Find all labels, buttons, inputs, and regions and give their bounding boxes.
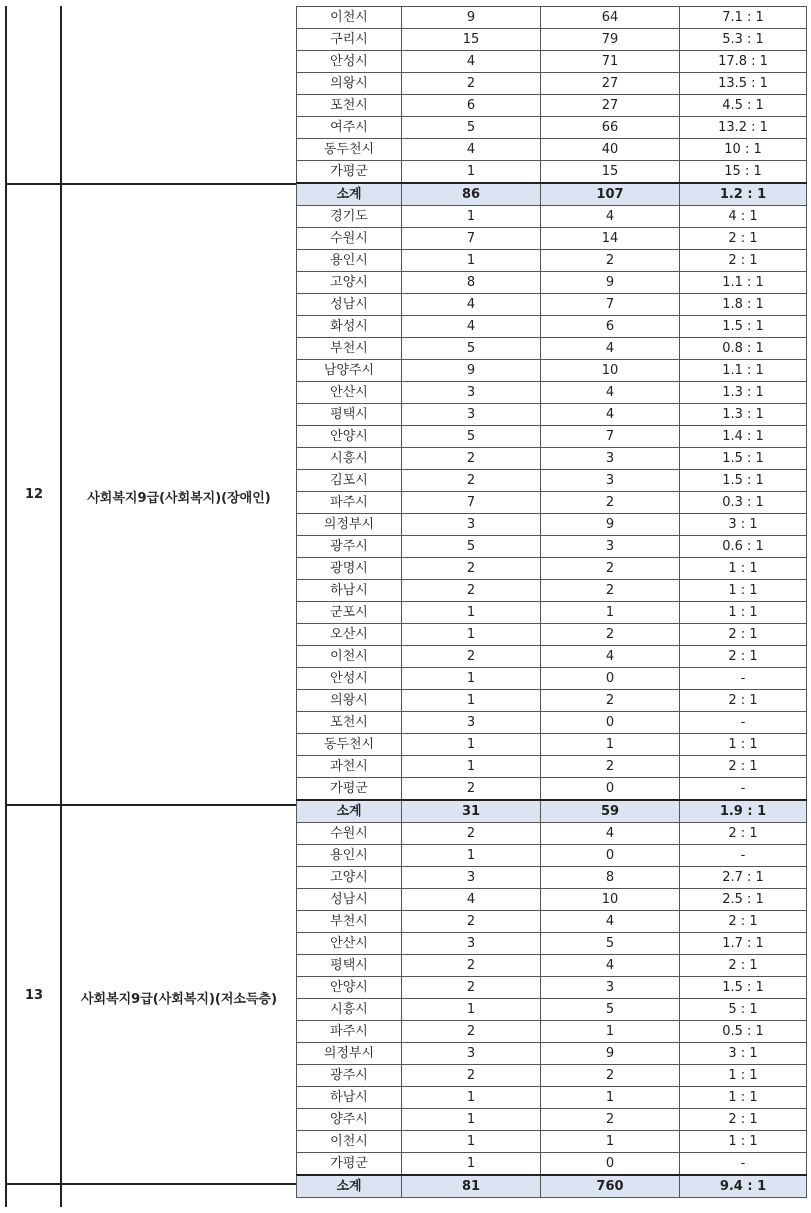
ratio-cell: 1.8 : 1 <box>680 294 807 316</box>
applicants-cell: 15 <box>541 161 680 184</box>
applicants-cell: 2 <box>541 250 680 272</box>
region-cell: 용인시 <box>297 250 402 272</box>
ratio-cell: 2 : 1 <box>680 1109 807 1131</box>
ratio-cell: 2 : 1 <box>680 955 807 977</box>
table-row <box>297 316 807 338</box>
table-row <box>297 1175 807 1198</box>
positions-cell: 5 <box>402 536 541 558</box>
table-row <box>297 602 807 624</box>
ratio-cell: - <box>680 712 807 734</box>
table-row <box>297 845 807 867</box>
table-row <box>297 448 807 470</box>
region-cell: 안양시 <box>297 977 402 999</box>
positions-cell: 15 <box>402 29 541 51</box>
applicants-cell: 5 <box>541 933 680 955</box>
region-cell: 파주시 <box>297 1021 402 1043</box>
region-cell: 하남시 <box>297 1087 402 1109</box>
table-row <box>297 800 807 823</box>
region-cell: 가평군 <box>297 1153 402 1176</box>
table-row <box>297 734 807 756</box>
ratio-cell: 0.8 : 1 <box>680 338 807 360</box>
applicants-cell: 107 <box>541 183 680 206</box>
region-cell: 성남시 <box>297 889 402 911</box>
table-row <box>297 51 807 73</box>
applicants-cell: 59 <box>541 800 680 823</box>
region-cell: 안산시 <box>297 382 402 404</box>
applicants-cell: 9 <box>541 272 680 294</box>
ratio-cell: 0.5 : 1 <box>680 1021 807 1043</box>
ratio-cell: 1.5 : 1 <box>680 316 807 338</box>
ratio-cell: 4.5 : 1 <box>680 95 807 117</box>
table-row <box>297 1065 807 1087</box>
table-row <box>297 977 807 999</box>
table-row <box>297 867 807 889</box>
applicants-cell: 71 <box>541 51 680 73</box>
region-cell: 남양주시 <box>297 360 402 382</box>
applicants-cell: 0 <box>541 778 680 801</box>
applicants-cell: 2 <box>541 624 680 646</box>
region-cell: 안성시 <box>297 51 402 73</box>
table-row <box>297 1087 807 1109</box>
ratio-cell: 1 : 1 <box>680 602 807 624</box>
region-cell: 광주시 <box>297 1065 402 1087</box>
ratio-cell: 2.5 : 1 <box>680 889 807 911</box>
ratio-cell: 2 : 1 <box>680 911 807 933</box>
group-separator <box>5 804 297 806</box>
applicants-cell: 10 <box>541 889 680 911</box>
region-cell: 광주시 <box>297 536 402 558</box>
region-cell: 소계 <box>297 800 402 823</box>
positions-cell: 5 <box>402 338 541 360</box>
applicants-cell: 1 <box>541 734 680 756</box>
applicants-cell: 2 <box>541 1109 680 1131</box>
positions-cell: 3 <box>402 867 541 889</box>
positions-cell: 2 <box>402 580 541 602</box>
ratio-cell: 9.4 : 1 <box>680 1175 807 1198</box>
region-cell: 소계 <box>297 1175 402 1198</box>
region-cell: 안산시 <box>297 933 402 955</box>
table-row <box>297 228 807 250</box>
table-row <box>297 7 807 29</box>
table-row <box>297 823 807 845</box>
positions-cell: 1 <box>402 690 541 712</box>
applicants-cell: 4 <box>541 382 680 404</box>
positions-cell: 4 <box>402 316 541 338</box>
table-row <box>297 1021 807 1043</box>
positions-cell: 2 <box>402 470 541 492</box>
positions-cell: 5 <box>402 426 541 448</box>
ratio-cell: 1.4 : 1 <box>680 426 807 448</box>
group-title: 사회복지9급(사회복지)(장애인) <box>87 491 271 506</box>
ratio-cell: 1.5 : 1 <box>680 977 807 999</box>
table-row <box>297 668 807 690</box>
ratio-cell: 13.5 : 1 <box>680 73 807 95</box>
applicants-cell: 4 <box>541 646 680 668</box>
applicants-cell: 0 <box>541 1153 680 1176</box>
region-cell: 파주시 <box>297 492 402 514</box>
ratio-cell: 1.5 : 1 <box>680 470 807 492</box>
ratio-cell: 1 : 1 <box>680 558 807 580</box>
region-cell: 가평군 <box>297 161 402 184</box>
positions-cell: 3 <box>402 933 541 955</box>
region-cell: 시흥시 <box>297 999 402 1021</box>
region-cell: 수원시 <box>297 823 402 845</box>
table-row <box>297 73 807 95</box>
region-cell: 경기도 <box>297 206 402 228</box>
positions-cell: 1 <box>402 1153 541 1176</box>
table-row <box>297 338 807 360</box>
positions-cell: 8 <box>402 272 541 294</box>
positions-cell: 9 <box>402 7 541 29</box>
ratio-cell: 1.1 : 1 <box>680 360 807 382</box>
positions-cell: 2 <box>402 448 541 470</box>
positions-cell: 4 <box>402 51 541 73</box>
table-row <box>297 756 807 778</box>
positions-cell: 1 <box>402 845 541 867</box>
ratio-cell: 1.5 : 1 <box>680 448 807 470</box>
region-cell: 포천시 <box>297 712 402 734</box>
region-cell: 동두천시 <box>297 734 402 756</box>
applicants-cell: 4 <box>541 404 680 426</box>
region-cell: 구리시 <box>297 29 402 51</box>
group-number: 12 <box>24 487 44 502</box>
region-cell: 용인시 <box>297 845 402 867</box>
positions-cell: 1 <box>402 734 541 756</box>
region-cell: 이천시 <box>297 7 402 29</box>
ratio-cell: 7.1 : 1 <box>680 7 807 29</box>
ratio-cell: 1 : 1 <box>680 580 807 602</box>
region-cell: 이천시 <box>297 1131 402 1153</box>
ratio-cell: 2 : 1 <box>680 624 807 646</box>
positions-cell: 2 <box>402 1021 541 1043</box>
positions-cell: 6 <box>402 95 541 117</box>
table-row <box>297 624 807 646</box>
region-cell: 고양시 <box>297 867 402 889</box>
applicants-cell: 1 <box>541 602 680 624</box>
applicants-cell: 2 <box>541 492 680 514</box>
region-cell: 동두천시 <box>297 139 402 161</box>
ratio-cell: 2 : 1 <box>680 250 807 272</box>
ratio-cell: 2 : 1 <box>680 756 807 778</box>
group-separator <box>5 183 297 185</box>
applicants-cell: 0 <box>541 668 680 690</box>
positions-cell: 9 <box>402 360 541 382</box>
ratio-cell: 1.2 : 1 <box>680 183 807 206</box>
applicants-cell: 64 <box>541 7 680 29</box>
table-row <box>297 1131 807 1153</box>
applicants-cell: 0 <box>541 712 680 734</box>
table-row <box>297 183 807 206</box>
ratio-cell: - <box>680 778 807 801</box>
table-row <box>297 404 807 426</box>
table-row <box>297 470 807 492</box>
table-row <box>297 778 807 801</box>
competition-table <box>296 6 807 1198</box>
region-cell: 김포시 <box>297 470 402 492</box>
positions-cell: 3 <box>402 382 541 404</box>
applicants-cell: 8 <box>541 867 680 889</box>
applicants-cell: 79 <box>541 29 680 51</box>
region-cell: 화성시 <box>297 316 402 338</box>
ratio-cell: 1.7 : 1 <box>680 933 807 955</box>
positions-cell: 1 <box>402 1109 541 1131</box>
ratio-cell: 1 : 1 <box>680 1131 807 1153</box>
ratio-cell: 0.3 : 1 <box>680 492 807 514</box>
table-row <box>297 161 807 184</box>
ratio-cell: 1 : 1 <box>680 1065 807 1087</box>
table-row <box>297 690 807 712</box>
table-row <box>297 514 807 536</box>
applicants-cell: 9 <box>541 1043 680 1065</box>
positions-cell: 2 <box>402 977 541 999</box>
positions-cell: 4 <box>402 889 541 911</box>
positions-cell: 1 <box>402 999 541 1021</box>
region-cell: 평택시 <box>297 955 402 977</box>
applicants-cell: 10 <box>541 360 680 382</box>
ratio-cell: 1 : 1 <box>680 734 807 756</box>
region-cell: 평택시 <box>297 404 402 426</box>
positions-cell: 2 <box>402 778 541 801</box>
positions-cell: 1 <box>402 250 541 272</box>
positions-cell: 1 <box>402 1131 541 1153</box>
positions-cell: 1 <box>402 206 541 228</box>
table-row <box>297 1153 807 1176</box>
positions-cell: 7 <box>402 228 541 250</box>
applicants-cell: 2 <box>541 1065 680 1087</box>
applicants-cell: 40 <box>541 139 680 161</box>
applicants-cell: 9 <box>541 514 680 536</box>
table-row <box>297 117 807 139</box>
positions-cell: 2 <box>402 955 541 977</box>
table-row <box>297 492 807 514</box>
group-title: 사회복지9급(사회복지)(저소득층) <box>80 992 278 1007</box>
positions-cell: 2 <box>402 558 541 580</box>
applicants-cell: 7 <box>541 426 680 448</box>
applicants-cell: 4 <box>541 338 680 360</box>
positions-cell: 5 <box>402 117 541 139</box>
applicants-cell: 4 <box>541 823 680 845</box>
table-row <box>297 250 807 272</box>
applicants-cell: 3 <box>541 977 680 999</box>
ratio-cell: - <box>680 668 807 690</box>
ratio-cell: 2 : 1 <box>680 228 807 250</box>
applicants-cell: 3 <box>541 536 680 558</box>
region-cell: 양주시 <box>297 1109 402 1131</box>
positions-cell: 1 <box>402 668 541 690</box>
group-separator <box>5 1183 297 1185</box>
table-row <box>297 558 807 580</box>
positions-cell: 2 <box>402 823 541 845</box>
region-cell: 오산시 <box>297 624 402 646</box>
region-cell: 의왕시 <box>297 690 402 712</box>
ratio-cell: 10 : 1 <box>680 139 807 161</box>
table-row <box>297 911 807 933</box>
applicants-cell: 2 <box>541 756 680 778</box>
table-row <box>297 646 807 668</box>
table-row <box>297 536 807 558</box>
table-row <box>297 29 807 51</box>
ratio-cell: 1.1 : 1 <box>680 272 807 294</box>
positions-cell: 2 <box>402 73 541 95</box>
positions-cell: 7 <box>402 492 541 514</box>
ratio-cell: 2.7 : 1 <box>680 867 807 889</box>
applicants-cell: 3 <box>541 470 680 492</box>
region-cell: 가평군 <box>297 778 402 801</box>
positions-cell: 3 <box>402 712 541 734</box>
region-cell: 시흥시 <box>297 448 402 470</box>
region-cell: 여주시 <box>297 117 402 139</box>
table-row <box>297 426 807 448</box>
applicants-cell: 66 <box>541 117 680 139</box>
region-cell: 수원시 <box>297 228 402 250</box>
applicants-cell: 5 <box>541 999 680 1021</box>
positions-cell: 3 <box>402 1043 541 1065</box>
table-row <box>297 580 807 602</box>
positions-cell: 2 <box>402 1065 541 1087</box>
positions-cell: 2 <box>402 646 541 668</box>
ratio-cell: 2 : 1 <box>680 646 807 668</box>
region-cell: 성남시 <box>297 294 402 316</box>
applicants-cell: 27 <box>541 95 680 117</box>
applicants-cell: 2 <box>541 690 680 712</box>
region-cell: 이천시 <box>297 646 402 668</box>
table-row <box>297 955 807 977</box>
region-cell: 하남시 <box>297 580 402 602</box>
table-row <box>297 1109 807 1131</box>
table-row <box>297 712 807 734</box>
ratio-cell: 2 : 1 <box>680 823 807 845</box>
region-cell: 안양시 <box>297 426 402 448</box>
region-cell: 과천시 <box>297 756 402 778</box>
applicants-cell: 3 <box>541 448 680 470</box>
region-cell: 안성시 <box>297 668 402 690</box>
positions-cell: 31 <box>402 800 541 823</box>
applicants-cell: 760 <box>541 1175 680 1198</box>
applicants-cell: 4 <box>541 206 680 228</box>
ratio-cell: 0.6 : 1 <box>680 536 807 558</box>
positions-cell: 4 <box>402 294 541 316</box>
region-cell: 소계 <box>297 183 402 206</box>
ratio-cell: - <box>680 1153 807 1176</box>
table-row <box>297 360 807 382</box>
applicants-cell: 27 <box>541 73 680 95</box>
positions-cell: 1 <box>402 602 541 624</box>
ratio-cell: 1 : 1 <box>680 1087 807 1109</box>
ratio-cell: 1.9 : 1 <box>680 800 807 823</box>
positions-cell: 3 <box>402 404 541 426</box>
group-number: 13 <box>24 988 44 1003</box>
table-row <box>297 206 807 228</box>
region-cell: 의정부시 <box>297 514 402 536</box>
ratio-cell: 1.3 : 1 <box>680 404 807 426</box>
region-cell: 부천시 <box>297 338 402 360</box>
positions-cell: 1 <box>402 161 541 184</box>
ratio-cell: - <box>680 845 807 867</box>
positions-cell: 1 <box>402 1087 541 1109</box>
positions-cell: 4 <box>402 139 541 161</box>
applicants-cell: 2 <box>541 558 680 580</box>
applicants-cell: 6 <box>541 316 680 338</box>
applicants-cell: 2 <box>541 580 680 602</box>
ratio-cell: 13.2 : 1 <box>680 117 807 139</box>
ratio-cell: 15 : 1 <box>680 161 807 184</box>
ratio-cell: 4 : 1 <box>680 206 807 228</box>
region-cell: 군포시 <box>297 602 402 624</box>
left-border <box>5 6 7 1207</box>
ratio-cell: 5.3 : 1 <box>680 29 807 51</box>
table-row <box>297 999 807 1021</box>
applicants-cell: 1 <box>541 1131 680 1153</box>
applicants-cell: 4 <box>541 911 680 933</box>
positions-cell: 81 <box>402 1175 541 1198</box>
positions-cell: 1 <box>402 624 541 646</box>
applicants-cell: 7 <box>541 294 680 316</box>
applicants-cell: 0 <box>541 845 680 867</box>
region-cell: 의정부시 <box>297 1043 402 1065</box>
table-row <box>297 294 807 316</box>
ratio-cell: 3 : 1 <box>680 1043 807 1065</box>
applicants-cell: 1 <box>541 1087 680 1109</box>
table-row <box>297 95 807 117</box>
table-row <box>297 382 807 404</box>
region-cell: 고양시 <box>297 272 402 294</box>
ratio-cell: 5 : 1 <box>680 999 807 1021</box>
positions-cell: 2 <box>402 911 541 933</box>
region-cell: 포천시 <box>297 95 402 117</box>
applicants-cell: 1 <box>541 1021 680 1043</box>
region-cell: 의왕시 <box>297 73 402 95</box>
ratio-cell: 2 : 1 <box>680 690 807 712</box>
applicants-cell: 14 <box>541 228 680 250</box>
table-row <box>297 933 807 955</box>
table-row <box>297 272 807 294</box>
applicants-cell: 4 <box>541 955 680 977</box>
positions-cell: 86 <box>402 183 541 206</box>
region-cell: 부천시 <box>297 911 402 933</box>
positions-cell: 3 <box>402 514 541 536</box>
positions-cell: 1 <box>402 756 541 778</box>
col-divider <box>60 6 62 1207</box>
region-cell: 광명시 <box>297 558 402 580</box>
ratio-cell: 1.3 : 1 <box>680 382 807 404</box>
table-row <box>297 1043 807 1065</box>
ratio-cell: 3 : 1 <box>680 514 807 536</box>
ratio-cell: 17.8 : 1 <box>680 51 807 73</box>
table-row <box>297 889 807 911</box>
table-row <box>297 139 807 161</box>
